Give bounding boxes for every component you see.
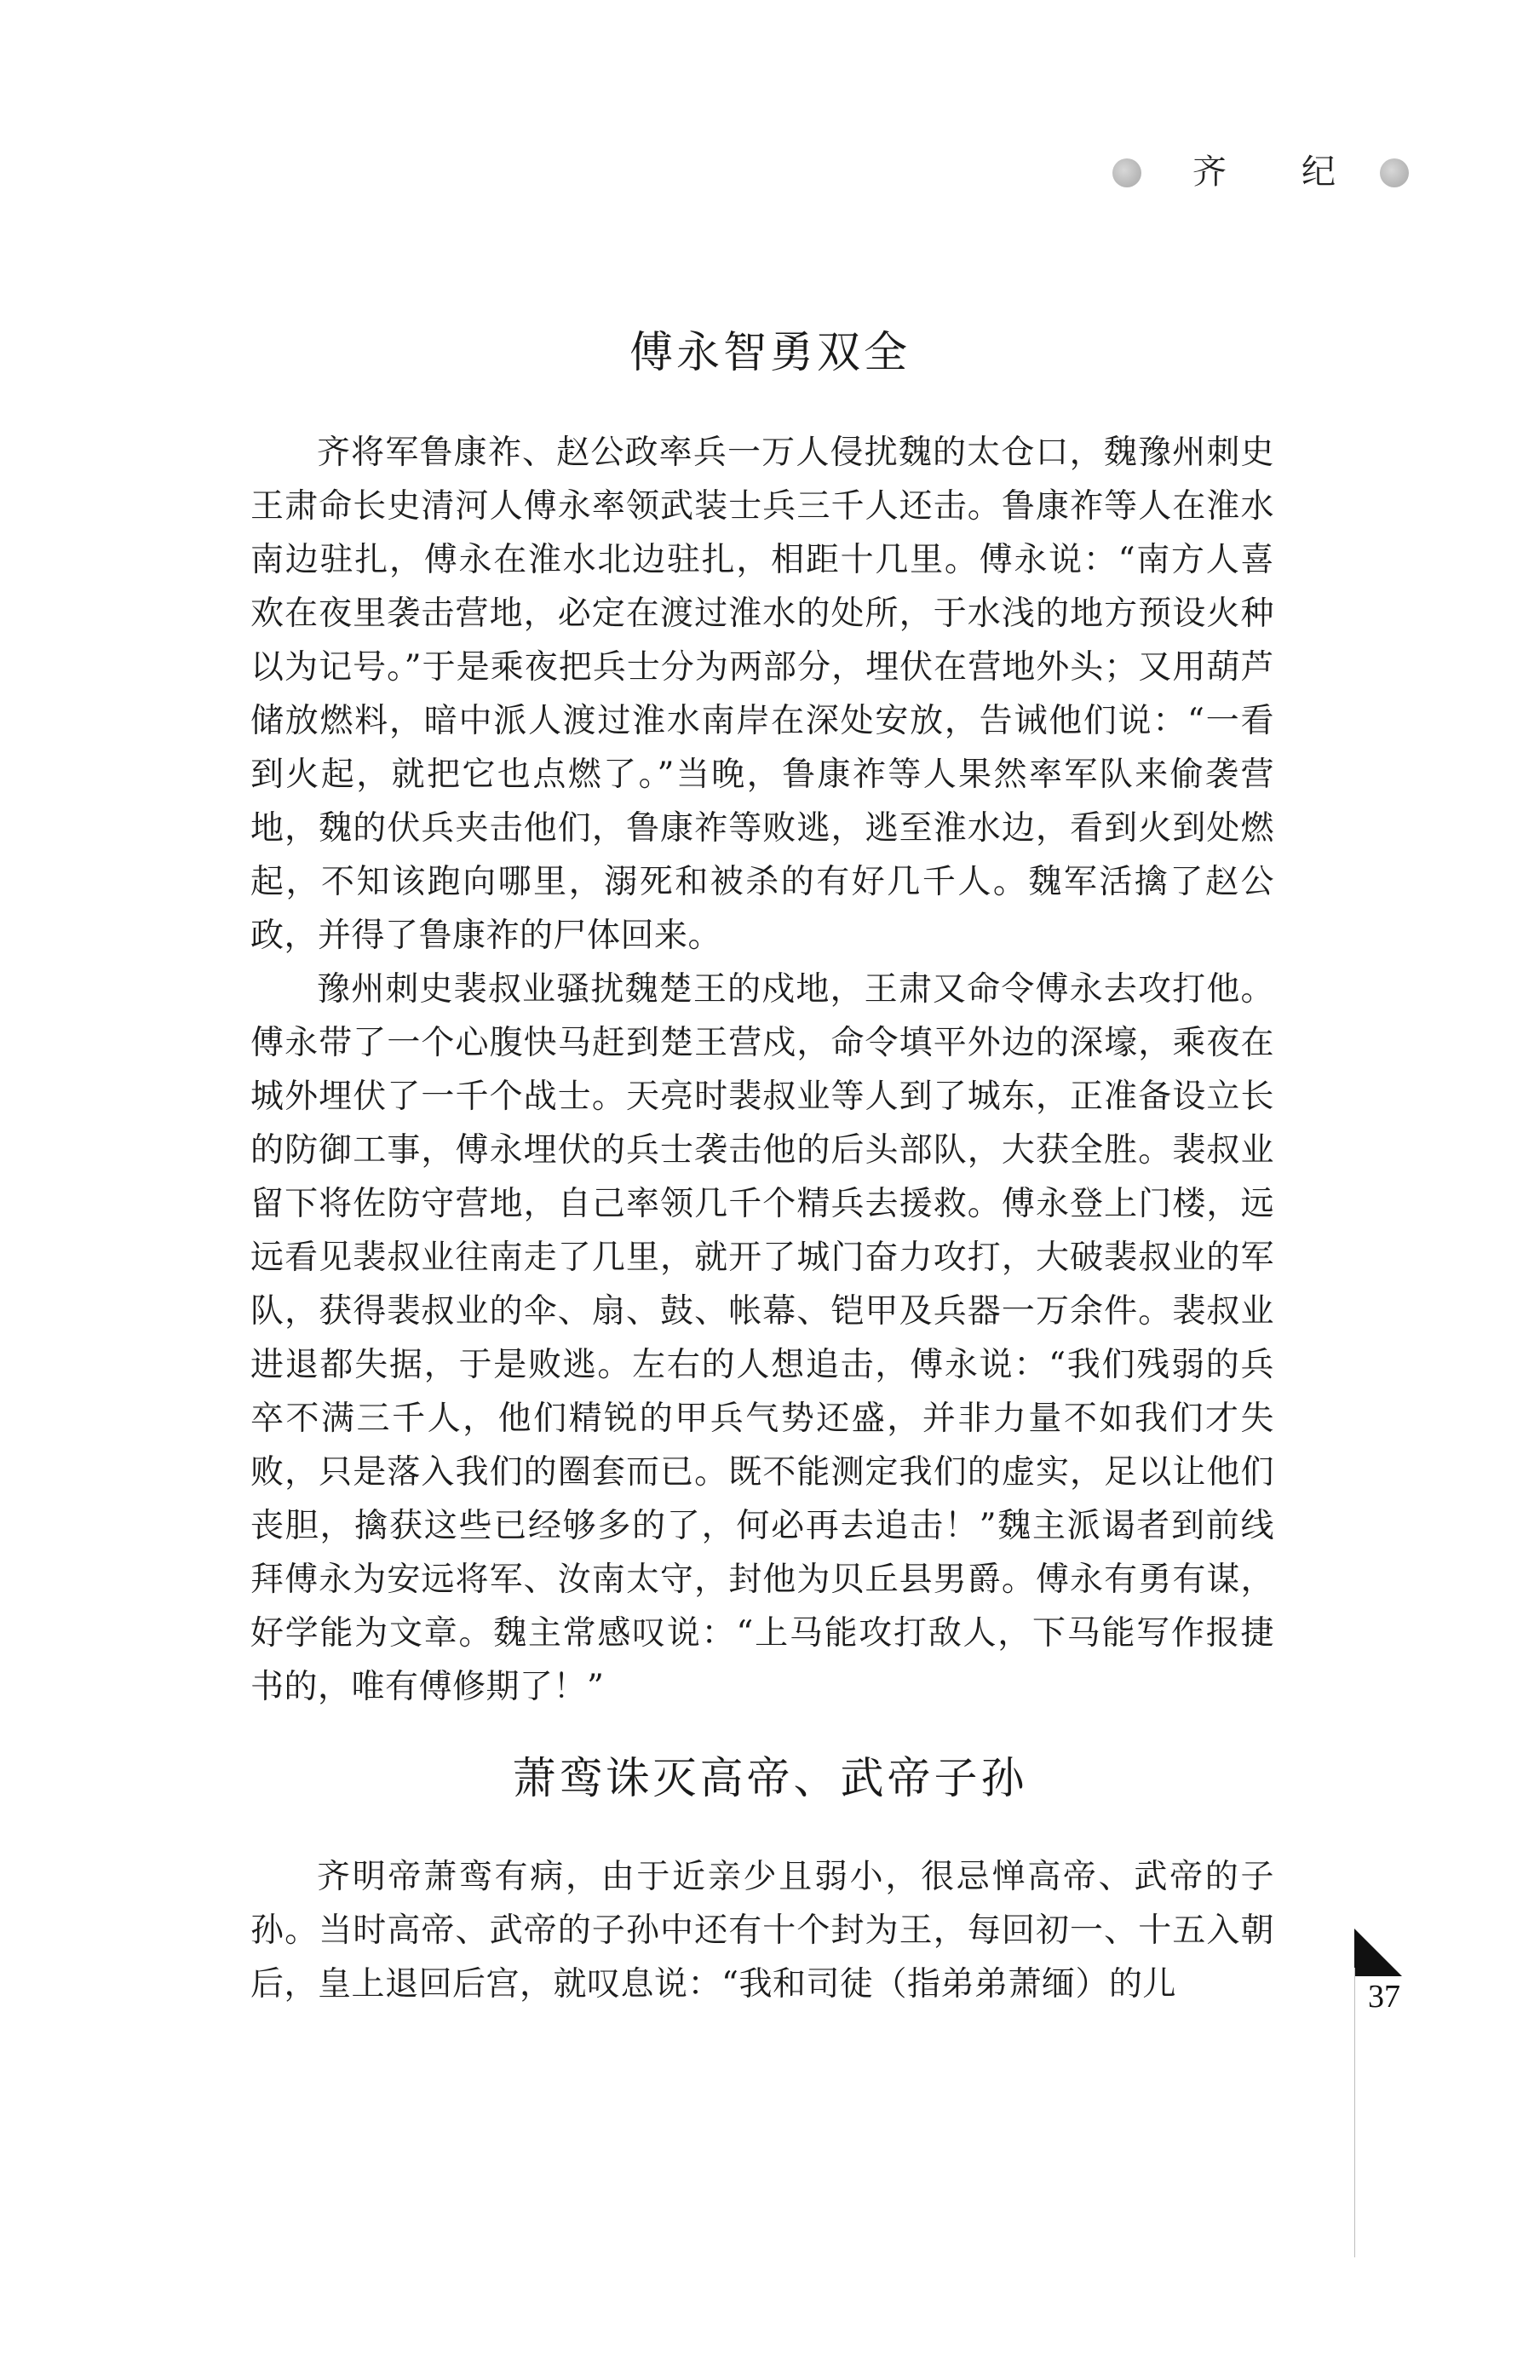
paragraph: 豫州刺史裴叔业骚扰魏楚王的戍地，王肃又命令傅永去攻打他。傅永带了一个心腹快马赶到楚王营戍，命令填平外边的深壕，乘夜在城外埋伏了一千个战士。天亮时裴叔业等人到了城东，正准备设立长的防御工事，傅永埋伏的兵士袭击他的后头部队，大获全胜。裴叔业留下将佐防守营地，自己率领几千个精兵去援救。傅永登上门楼，远远看见裴叔业往南走了几里，就开了城门奋力攻打，大破裴叔业的军队，获得裴叔业的伞、扇、鼓、帐幕、铠甲及兵器一万余件。裴叔业进退都失据，于是败逃。左右的人想追击，傅永说：“我们残弱的兵卒不满三千人，他们精锐的甲兵气势还盛，并非力量不如我们才失败，只是落入我们的圈套而已。既不能测定我们的虚实，足以让他们丧胆，擒获这些已经够多的了，何必再去追击！”魏主派谒者到前线拜傅永为安远将军、汝南太守，封他为贝丘县男爵。傅永有勇有谋，好学能为文章。魏主常感叹说：“上马能攻打敌人，下马能写作报捷书的，唯有傅修期了！” (250, 970, 1274, 1706)
decorative-dot-icon (1380, 158, 1409, 187)
article-body (250, 1850, 1274, 2011)
page-corner-triangle-icon (1354, 1929, 1402, 1976)
article-body (250, 426, 1274, 1714)
running-head-char: 纪 (1302, 152, 1336, 192)
article-title: 傅永智勇双全 (629, 328, 911, 378)
article-title: 萧鸾诛灭高帝、武帝子孙 (512, 1754, 1028, 1804)
running-head-char: 齐 (1192, 152, 1227, 192)
decorative-dot-icon (1112, 158, 1141, 187)
running-head (1107, 150, 1431, 201)
paragraph: 齐将军鲁康祚、赵公政率兵一万人侵扰魏的太仓口，魏豫州刺史王肃命长史清河人傅永率领武装士兵三千人还击。鲁康祚等人在淮水南边驻扎，傅永在淮水北边驻扎，相距十几里。傅永说：“南方人喜欢在夜里袭击营地，必定在渡过淮水的处所，于水浅的地方预设火种以为记号。”于是乘夜把兵士分为两部分，埋伏在营地外头；又用葫芦储放燃料，暗中派人渡过淮水南岸在深处安放，告诫他们说：“一看到火起，就把它也点燃了。”当晚，鲁康祚等人果然率军队来偷袭营地，魏的伏兵夹击他们，鲁康祚等败逃，逃至淮水边，看到火到处燃起，不知该跑向哪里，溺死和被杀的有好几千人。魏军活擒了赵公政，并得了鲁康祚的尸体回来。 (250, 434, 1274, 955)
page-number: 37 (1368, 1979, 1400, 2015)
margin-divider (1354, 1968, 1355, 2257)
paragraph: 齐明帝萧鸾有病，由于近亲少且弱小，很忌惮高帝、武帝的子孙。当时高帝、武帝的子孙中还有十个封为王，每回初一、十五入朝后，皇上退回后宫，就叹息说：“我和司徒（指弟弟萧缅）的儿 (250, 1858, 1274, 2003)
